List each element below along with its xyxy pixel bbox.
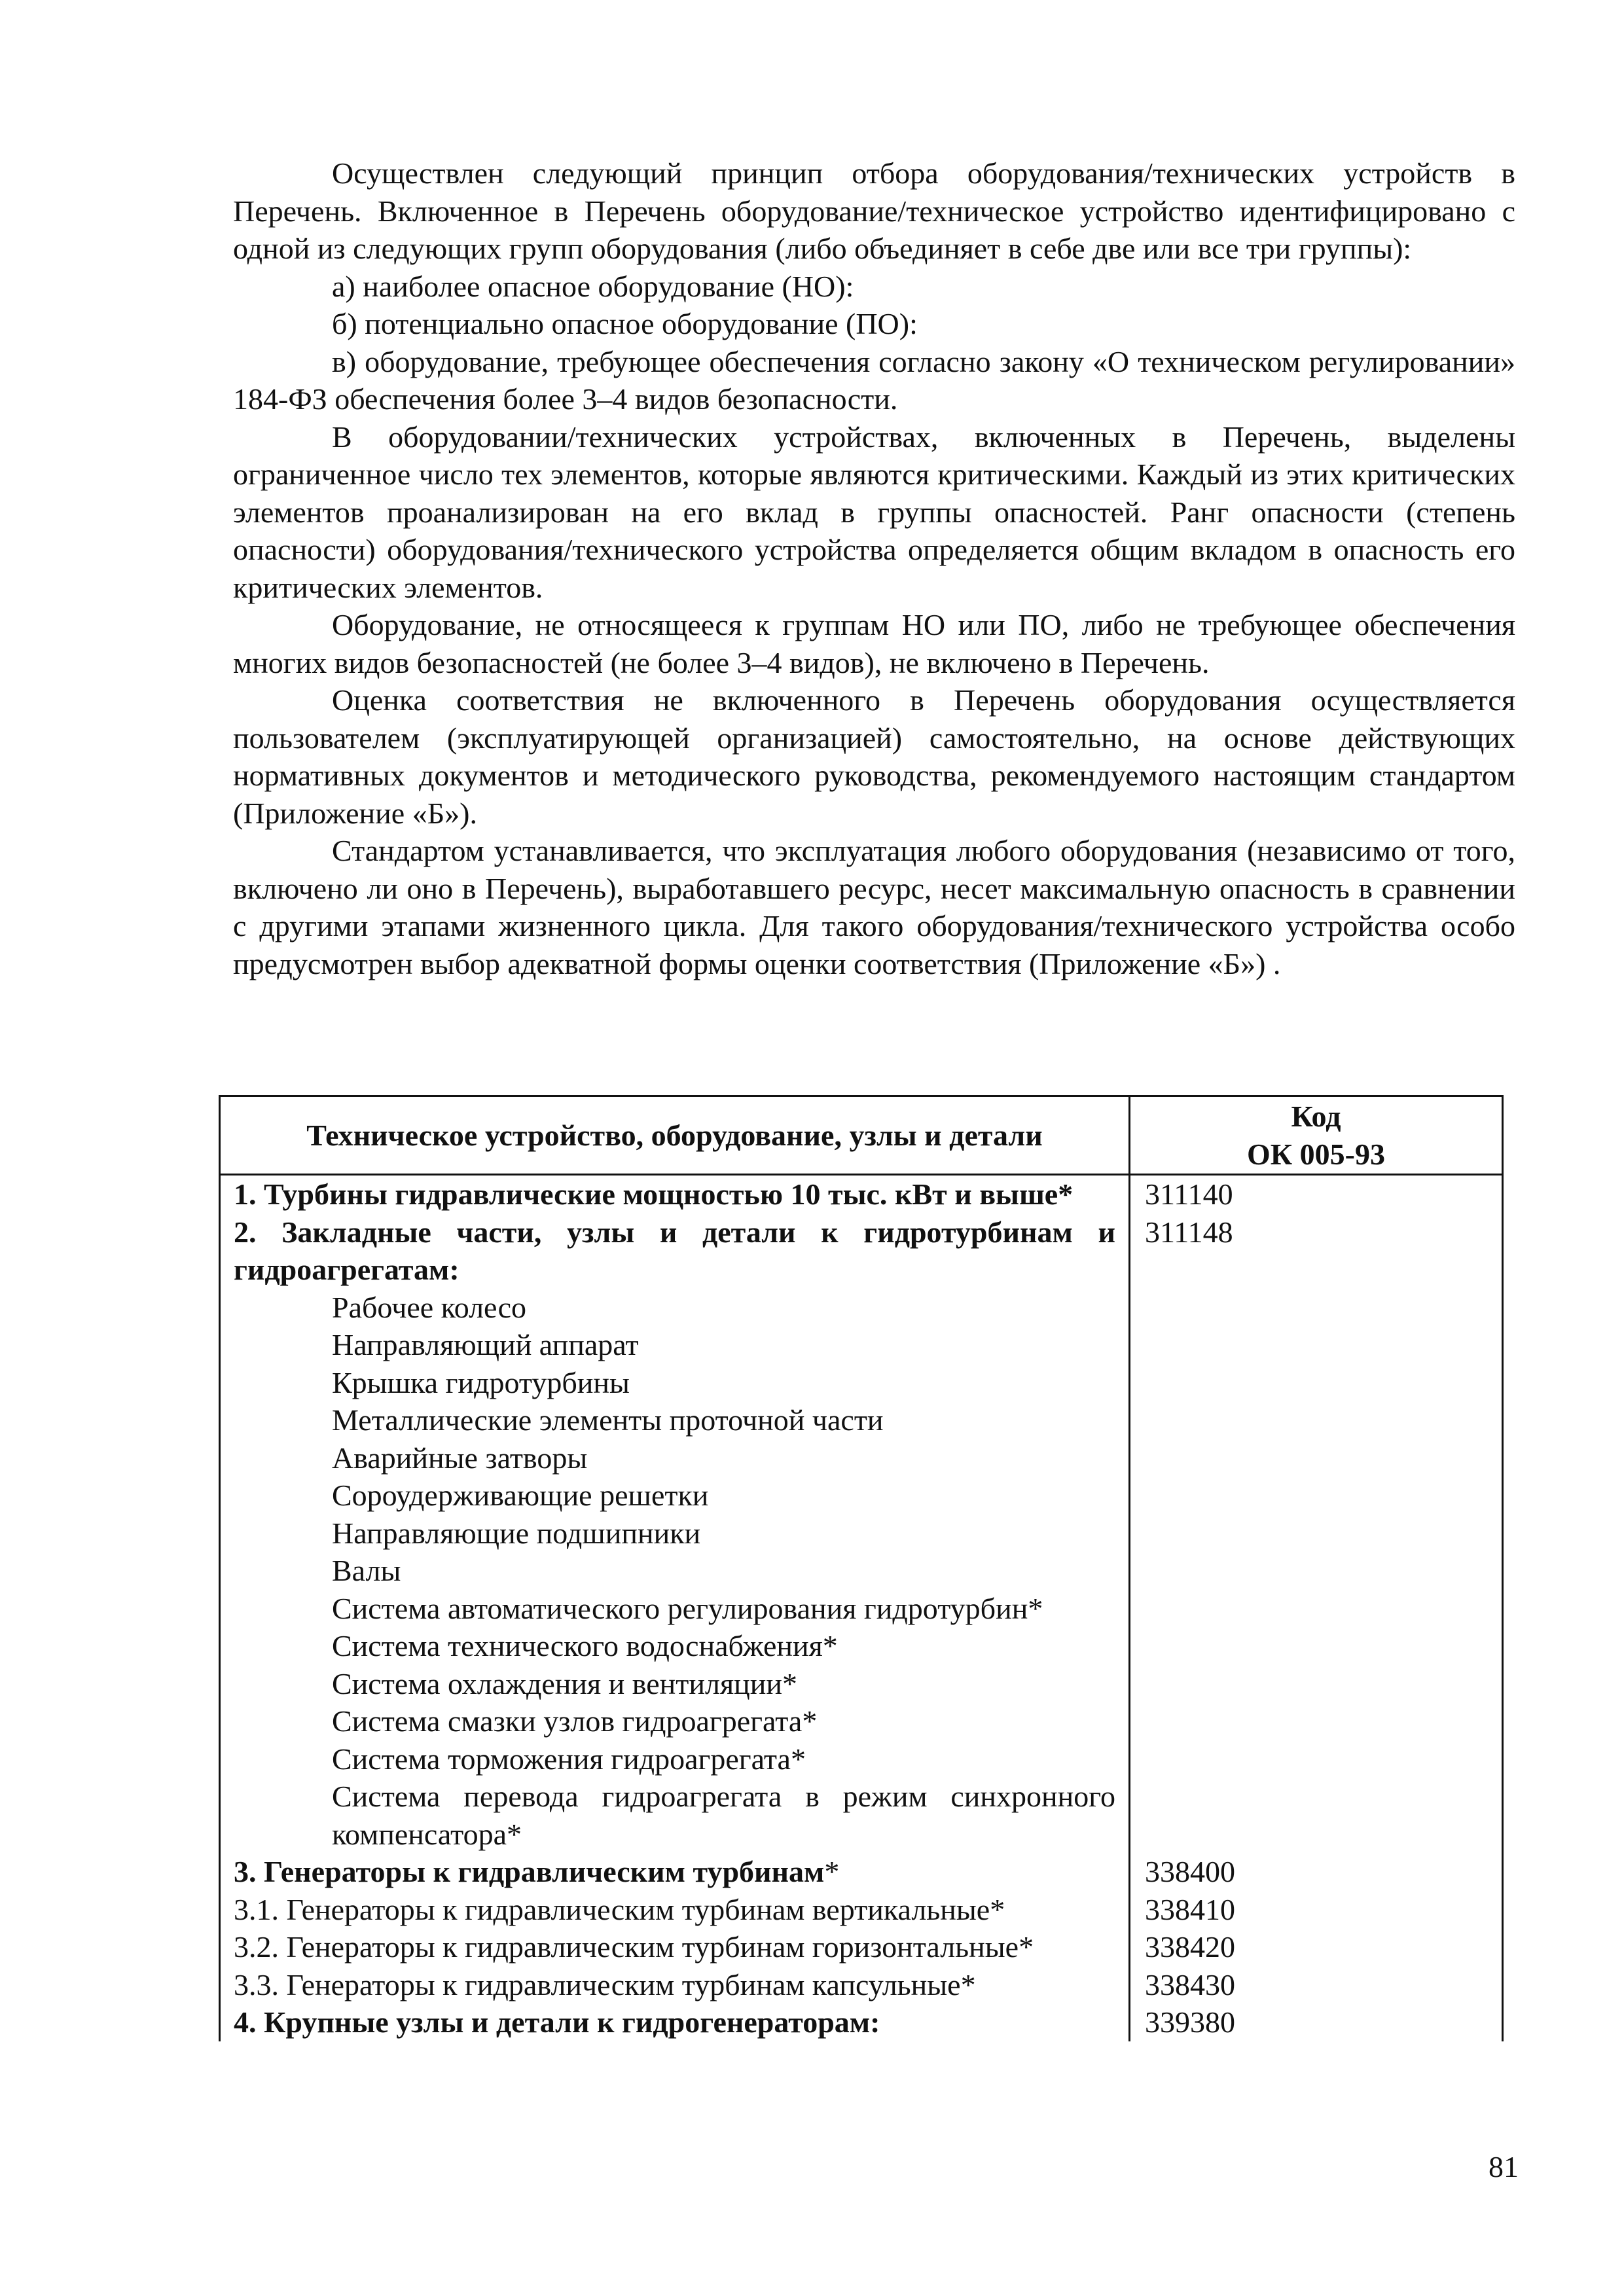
table-row: [220, 1326, 1503, 1364]
row-name: Система смазки узлов гидроагрегата*: [220, 1702, 1130, 1740]
row-code: 338400: [1130, 1853, 1503, 1891]
table-row: [220, 1853, 1503, 1891]
table-row: [220, 1740, 1503, 1778]
row-name: 3.2. Генераторы к гидравлическим турбинам горизонтальные*: [220, 1928, 1130, 1966]
row-name: [220, 1853, 1130, 1891]
row-name: Система технического водоснабжения*: [220, 1627, 1130, 1665]
table-row: [220, 1213, 1503, 1289]
table-row: [220, 1552, 1503, 1590]
row-code: [1130, 1477, 1503, 1515]
header-code-line2: ОК 005-93: [1247, 1137, 1385, 1171]
table-row: [220, 1928, 1503, 1966]
row-code: [1130, 1439, 1503, 1477]
row-code: [1130, 1590, 1503, 1628]
row-code: [1130, 1401, 1503, 1439]
row-name: Крышка гидротурбины: [220, 1364, 1130, 1402]
row-name: Направляющий аппарат: [220, 1326, 1130, 1364]
row-name: Валы: [220, 1552, 1130, 1590]
row-code: [1130, 1740, 1503, 1778]
row-code: [1130, 1665, 1503, 1703]
row-name-suffix: *: [824, 1855, 840, 1888]
table-row: [220, 2003, 1503, 2041]
intro-text: [233, 154, 1515, 982]
table-row: [220, 1477, 1503, 1515]
row-name: Рабочее колесо: [220, 1289, 1130, 1327]
row-code: 339380: [1130, 2003, 1503, 2041]
row-code: [1130, 1289, 1503, 1327]
row-code: 338420: [1130, 1928, 1503, 1966]
row-name: Система торможения гидроагрегата*: [220, 1740, 1130, 1778]
row-name: Система охлаждения и вентиляции*: [220, 1665, 1130, 1703]
row-code: 311140: [1130, 1175, 1503, 1213]
row-code: [1130, 1627, 1503, 1665]
header-code-line1: Код: [1291, 1100, 1341, 1133]
row-code: 338410: [1130, 1891, 1503, 1929]
row-name-bold: 3. Генераторы к гидравлическим турбинам: [234, 1855, 825, 1888]
row-name: Сороудерживающие решетки: [220, 1477, 1130, 1515]
row-code: [1130, 1326, 1503, 1364]
header-name-cell: Техническое устройство, оборудование, узлы и детали: [220, 1096, 1130, 1175]
row-name: 2. Закладные части, узлы и детали к гидротурбинам и гидроагрегатам:: [220, 1213, 1130, 1289]
row-name: Направляющие подшипники: [220, 1515, 1130, 1552]
row-code: 311148: [1130, 1213, 1503, 1289]
table-row: [220, 1778, 1503, 1853]
table-row: [220, 1439, 1503, 1477]
paragraph-excluded-equipment: Оборудование, не относящееся к группам НО или ПО, либо не требующее обеспечения многих видов безопасностей (не более 3–4 видов), не включено в Перечень.: [233, 608, 1515, 679]
paragraph-selection-principle: Осуществлен следующий принцип отбора оборудования/технических устройств в Перечень. Включенное в Перечень оборудование/техническое устройство идентифицировано с одной из следующих групп оборудования (либо объединяет в себе две или все три группы):: [233, 156, 1515, 265]
table-row: [220, 1627, 1503, 1665]
paragraph-resource-exhausted: Стандартом устанавливается, что эксплуатация любого оборудования (независимо от того, включено ли оно в Перечень), выработавшего ресурс, несет максимальную опасность в сравнении с другими этапами жизненного цикла. Для такого оборудования/технического устройства особо предусмотрен выбор адекватной формы оценки соответствия (Приложение «Б») .: [233, 834, 1515, 980]
table-row: [220, 1175, 1503, 1213]
row-name: Аварийные затворы: [220, 1439, 1130, 1477]
table-row: [220, 1702, 1503, 1740]
table-row: [220, 1515, 1503, 1552]
row-code: [1130, 1515, 1503, 1552]
list-item-b: б) потенциально опасное оборудование (ПО):: [332, 307, 918, 340]
row-name: 3.3. Генераторы к гидравлическим турбинам капсульные*: [220, 1966, 1130, 2004]
row-code: [1130, 1778, 1503, 1853]
table-row: [220, 1590, 1503, 1628]
list-item-a: а) наиболее опасное оборудование (НО):: [332, 269, 854, 303]
row-name: [220, 1175, 1130, 1213]
row-name: Система перевода гидроагрегата в режим синхронного компенсатора*: [220, 1778, 1130, 1853]
list-item-v: в) оборудование, требующее обеспечения согласно закону «О техническом регулировании» 184-ФЗ обеспечения более 3–4 видов безопасности.: [233, 344, 1515, 416]
header-code-cell: [1130, 1096, 1503, 1175]
table-header-row: [220, 1096, 1503, 1175]
table-row: [220, 1891, 1503, 1929]
equipment-table: [219, 1095, 1504, 2041]
page-number: 81: [1489, 2150, 1519, 2183]
table-row: [220, 1401, 1503, 1439]
row-name-text: 1. Турбины гидравлические мощностью 10 тыс. кВт и выше*: [234, 1177, 1074, 1211]
paragraph-conformity-assessment: Оценка соответствия не включенного в Перечень оборудования осуществляется пользователем (эксплуатирующей организацией) самостоятельно, на основе действующих нормативных документов и методического руководства, рекомендуемого настоящим стандартом (Приложение «Б»).: [233, 683, 1515, 830]
table-row: [220, 1364, 1503, 1402]
row-name: 3.1. Генераторы к гидравлическим турбинам вертикальные*: [220, 1891, 1130, 1929]
row-name: Система автоматического регулирования гидротурбин*: [220, 1590, 1130, 1628]
row-code: [1130, 1552, 1503, 1590]
table-row: [220, 1966, 1503, 2004]
table-row: [220, 1289, 1503, 1327]
row-code: [1130, 1364, 1503, 1402]
row-name: 4. Крупные узлы и детали к гидрогенераторам:: [220, 2003, 1130, 2041]
row-name: Металлические элементы проточной части: [220, 1401, 1130, 1439]
table-row: [220, 1665, 1503, 1703]
paragraph-critical-elements: В оборудовании/технических устройствах, включенных в Перечень, выделены ограниченное число тех элементов, которые являются критическими. Каждый из этих критических элементов проанализирован на его вклад в группы опасностей. Ранг опасности (степень опасности) оборудования/технического устройства определяется общим вкладом в опасность его критических элементов.: [233, 420, 1515, 604]
row-code: [1130, 1702, 1503, 1740]
row-code: 338430: [1130, 1966, 1503, 2004]
